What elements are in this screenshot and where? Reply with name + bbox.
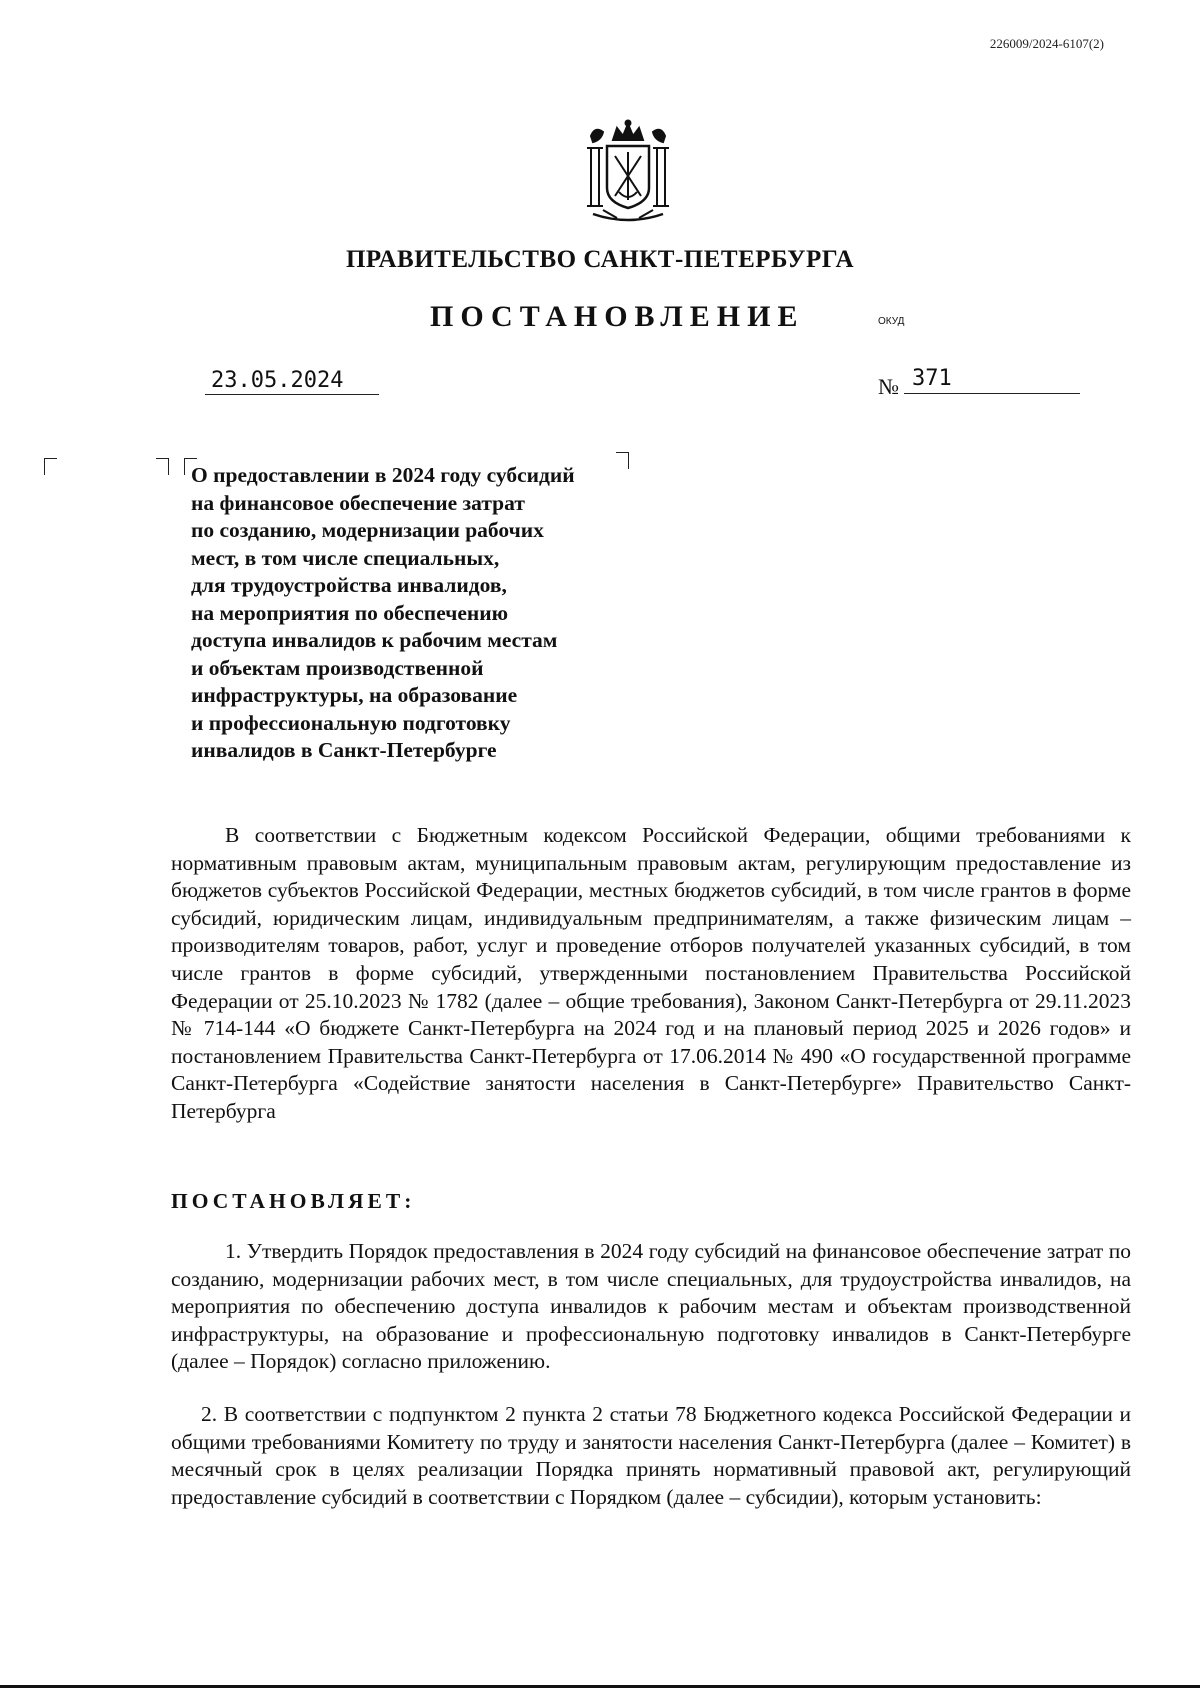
subject-line: инфраструктуры, на образование [191,683,518,707]
subject-line: и профессиональную подготовку [191,710,511,735]
decree-date: 23.05.2024 [205,368,379,395]
subject-line: на финансовое обеспечение затрат [191,490,525,515]
government-title: ПРАВИТЕЛЬСТВО САНКТ-ПЕТЕРБУРГА [345,246,855,273]
okud-label: ОКУД [878,316,905,327]
decree-title: ПОСТАНОВЛЕНИЕ [430,300,805,333]
subject-line: мест, в том числе специальных, [191,545,500,570]
preamble-paragraph: В соответствии с Бюджетным кодексом Российской Федерации, общими требованиями к нормативным правовым актам, муниципальным правовым актам, регулирующим предоставление из бюджетов субъектов Российской Федерации, местных бюджетов субсидий, в том числе грантов в форме субсидий, юридическим лицам, индивидуальным предпринимателям, а также физическим лицам – производителям товаров, работ, услуг и проведение отборов получателей указанных субсидий, в том числе грантов в форме субсидий, утвержденными постановлением Правительства Российской Федерации от 25.10.2023 № 1782 (далее – общие требования), Законом Санкт-Петербурга от 29.11.2023 № 714-144 «О бюджете Санкт-Петербурга на 2024 год и на плановый период 2025 и 2026 годов» и постановлением Правительства Санкт-Петербурга от 17.06.2014 № 490 «О государственной программе Санкт-Петербурга «Содействие занятости населения в Санкт-Петербурге» Правительство Санкт-Петербурга [171,823,1131,1123]
corner-mark-subject-left-outer [156,458,169,475]
item-2-paragraph: 2. В соответствии с подпунктом 2 пункта 2 статьи 78 Бюджетного кодекса Российской Федерации и общими требованиями Комитету по труду и занятости населения Санкт-Петербурга (далее – Комитет) в месячный срок в целях реализации Порядка принять нормативный правовой акт, регулирующий предоставление субсидий в соответствии с Порядком (далее – субсидии), которым установить: [171,1402,1131,1509]
subject-line: О предоставлении в 2024 году субсидий [191,463,575,487]
decree-subject [191,462,651,765]
resolves-heading: ПОСТАНОВЛЯЕТ: [171,1189,416,1213]
number-sign: № [878,374,899,399]
subject-line: доступа инвалидов к рабочим местам [191,628,558,652]
subject-line: по созданию, модернизации рабочих [191,518,544,542]
decree-number: 371 [904,366,1080,394]
subject-line: на мероприятия по обеспечению [191,600,509,625]
subject-line: и объектам производственной [191,655,484,680]
page-bottom-edge [0,1685,1200,1688]
item-1-paragraph: 1. Утвердить Порядок предоставления в 2024 году субсидий на финансовое обеспечение затрат по созданию, модернизации рабочих мест, в том числе специальных, для трудоустройства инвалидов, на мероприятия по обеспечению доступа инвалидов к рабочим местам и объектам производственной инфраструктуры, на образование и профессиональную подготовку инвалидов в Санкт-Петербурге (далее – Порядок) согласно приложению. [171,1239,1131,1374]
corner-mark-left [44,458,57,475]
subject-line: инвалидов в Санкт-Петербурге [191,738,497,762]
coat-of-arms-icon [573,118,683,228]
subject-line: для трудоустройства инвалидов, [191,573,507,597]
document-id: 226009/2024-6107(2) [989,36,1104,51]
